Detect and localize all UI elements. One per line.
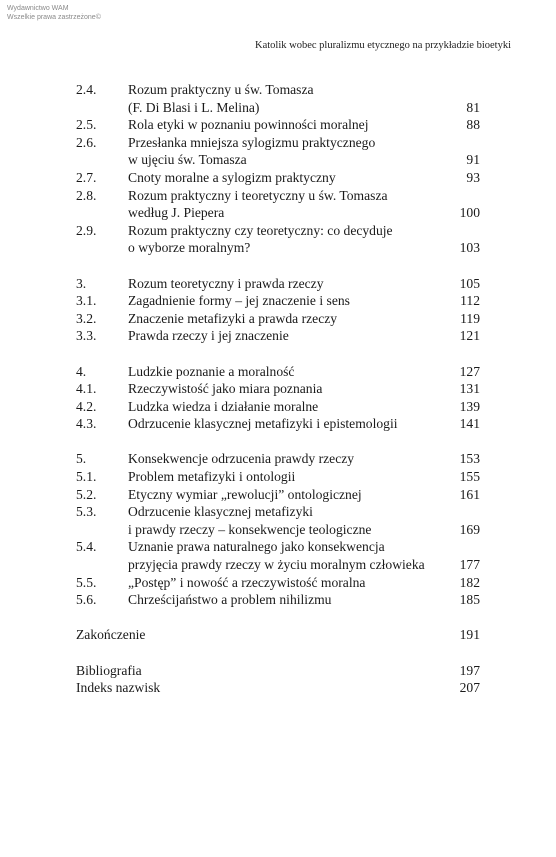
toc-entry-title: Rozum praktyczny u św. Tomasza [128, 82, 314, 97]
toc-entry-title: Uznanie prawa naturalnego jako konsekwencja [128, 539, 385, 555]
toc-entry-number: 4.2. [76, 398, 97, 414]
toc-entry-number: 3. [76, 275, 87, 291]
toc-bibliography-entry [76, 662, 480, 680]
toc-entry-title: Zagadnienie formy – jej znaczenie i sens [128, 293, 350, 309]
toc-entry-title: Chrześcijaństwo a problem nihilizmu [128, 592, 332, 608]
toc-entry-number: 5.1. [76, 469, 97, 485]
toc-entry-title: Cnoty moralne a sylogizm praktyczny [128, 169, 336, 185]
toc-chapter-entry [76, 363, 480, 381]
toc-entry-page: 185 [459, 592, 480, 608]
section-spacer [76, 257, 480, 275]
toc-entry-title-line2: według J. Piepera [128, 205, 225, 221]
toc-entry-page: 197 [459, 662, 480, 678]
table-of-contents [76, 81, 480, 697]
toc-entry [76, 591, 480, 609]
toc-entry-title: Etyczny wymiar „rewolucji” ontologicznej [128, 486, 362, 502]
toc-entry [76, 116, 480, 134]
toc-entry-page: 207 [459, 680, 480, 696]
toc-entry [76, 310, 480, 328]
toc-entry-title-line2: (F. Di Blasi i L. Melina) [128, 99, 260, 115]
toc-entry-number: 5.5. [76, 574, 97, 590]
toc-entry-number: 4. [76, 363, 87, 379]
toc-entry [76, 222, 480, 240]
toc-entry-title-line2: przyjęcia prawdy rzeczy w życiu moralnym człowieka [128, 557, 425, 573]
toc-entry-number: 2.8. [76, 187, 97, 203]
toc-entry-number: 3.2. [76, 310, 97, 326]
section-spacer [76, 345, 480, 363]
toc-entry-title: Zakończenie [76, 627, 146, 643]
toc-entry-page: 103 [459, 240, 480, 256]
toc-entry-title-line2: o wyborze moralnym? [128, 240, 251, 256]
toc-entry-continuation [76, 239, 480, 257]
toc-entry-page: 131 [459, 381, 480, 397]
toc-entry [76, 187, 480, 205]
toc-entry [76, 486, 480, 504]
toc-entry-title: Rzeczywistość jako miara poznania [128, 381, 323, 397]
toc-entry-page: 121 [459, 328, 480, 344]
toc-entry-title: Ludzkie poznanie a moralność [128, 363, 295, 379]
toc-entry-number: 2.9. [76, 222, 97, 238]
toc-conclusion-entry [76, 626, 480, 644]
toc-entry-page: 81 [466, 99, 480, 115]
toc-entry-number: 5.6. [76, 592, 97, 608]
toc-entry-title: Ludzka wiedza i działanie moralne [128, 398, 319, 414]
toc-entry-page: 191 [459, 627, 480, 643]
toc-entry-page: 93 [466, 169, 480, 185]
toc-entry-page: 153 [459, 451, 480, 467]
toc-entry-page: 105 [459, 275, 480, 291]
toc-entry-page: 100 [459, 205, 480, 221]
toc-entry [76, 81, 480, 99]
watermark-rights-line: Wszelkie prawa zastrzeżone© [7, 14, 101, 21]
toc-entry [76, 380, 480, 398]
toc-entry-page: 119 [460, 310, 480, 326]
toc-entry-continuation [76, 521, 480, 539]
toc-entry-page: 112 [460, 293, 480, 309]
toc-entry-number: 5.3. [76, 504, 97, 520]
toc-entry-title: Bibliografia [76, 662, 142, 678]
toc-entry-title: Rola etyki w poznaniu powinności moralnej [128, 117, 369, 133]
toc-entry [76, 134, 480, 152]
toc-entry-page: 139 [459, 398, 480, 414]
toc-entry-title: Znaczenie metafizyki a prawda rzeczy [128, 310, 338, 326]
toc-entry-title: Indeks nazwisk [76, 680, 161, 696]
toc-entry [76, 538, 480, 556]
toc-entry [76, 468, 480, 486]
toc-entry-title: Konsekwencje odrzucenia prawdy rzeczy [128, 451, 355, 467]
toc-entry [76, 398, 480, 416]
toc-entry [76, 503, 480, 521]
toc-entry-number: 3.3. [76, 328, 97, 344]
toc-entry-title: „Postęp” i nowość a rzeczywistość moralna [128, 574, 366, 590]
toc-entry-title: Rozum praktyczny czy teoretyczny: co decyduje [128, 222, 393, 238]
toc-index-entry [76, 679, 480, 697]
toc-entry-title: Odrzucenie klasycznej metafizyki [128, 504, 313, 520]
toc-entry [76, 415, 480, 433]
toc-entry-title-line2: i prawdy rzeczy – konsekwencje teologiczne [128, 521, 372, 537]
toc-entry-continuation [76, 556, 480, 574]
toc-entry-page: 88 [466, 117, 480, 133]
toc-entry-number: 4.1. [76, 381, 97, 397]
toc-entry-page: 155 [459, 469, 480, 485]
toc-entry-title: Przesłanka mniejsza sylogizmu praktycznego [128, 134, 376, 150]
toc-entry-page: 127 [459, 363, 480, 379]
watermark-publisher-line: Wydawnictwo WAM [7, 5, 69, 12]
toc-entry-title: Rozum teoretyczny i prawda rzeczy [128, 275, 324, 291]
toc-entry-number: 3.1. [76, 293, 97, 309]
toc-entry-page: 182 [459, 574, 480, 590]
toc-entry-page: 91 [466, 152, 480, 168]
toc-entry-number: 2.5. [76, 117, 97, 133]
toc-entry-continuation [76, 204, 480, 222]
section-spacer [76, 433, 480, 451]
toc-entry-title: Prawda rzeczy i jej znaczenie [128, 328, 289, 344]
toc-entry-title: Odrzucenie klasycznej metafizyki i epistemologii [128, 416, 398, 432]
toc-entry-continuation [76, 151, 480, 169]
toc-entry-page: 161 [459, 486, 480, 502]
toc-entry-number: 5. [76, 451, 87, 467]
toc-entry [76, 574, 480, 592]
toc-chapter-entry [76, 275, 480, 293]
toc-chapter-entry [76, 450, 480, 468]
running-head: Katolik wobec pluralizmu etycznego na przykładzie bioetyki [255, 40, 511, 51]
toc-entry [76, 327, 480, 345]
toc-entry-page: 169 [459, 521, 480, 537]
toc-entry-title: Problem metafizyki i ontologii [128, 469, 296, 485]
toc-entry-number: 2.6. [76, 134, 97, 150]
toc-entry-number: 5.2. [76, 486, 97, 502]
toc-entry-page: 141 [459, 416, 480, 432]
toc-entry-continuation [76, 99, 480, 117]
toc-entry-number: 2.7. [76, 169, 97, 185]
toc-entry [76, 292, 480, 310]
toc-entry [76, 169, 480, 187]
toc-entry-number: 5.4. [76, 539, 97, 555]
toc-entry-number: 2.4. [76, 82, 97, 97]
toc-entry-number: 4.3. [76, 416, 97, 432]
section-spacer [76, 644, 480, 662]
toc-entry-title-line2: w ujęciu św. Tomasza [128, 152, 247, 168]
section-spacer [76, 609, 480, 627]
toc-entry-title: Rozum praktyczny i teoretyczny u św. Tomasza [128, 187, 388, 203]
publisher-watermark [7, 4, 101, 22]
toc-entry-page: 177 [459, 557, 480, 573]
